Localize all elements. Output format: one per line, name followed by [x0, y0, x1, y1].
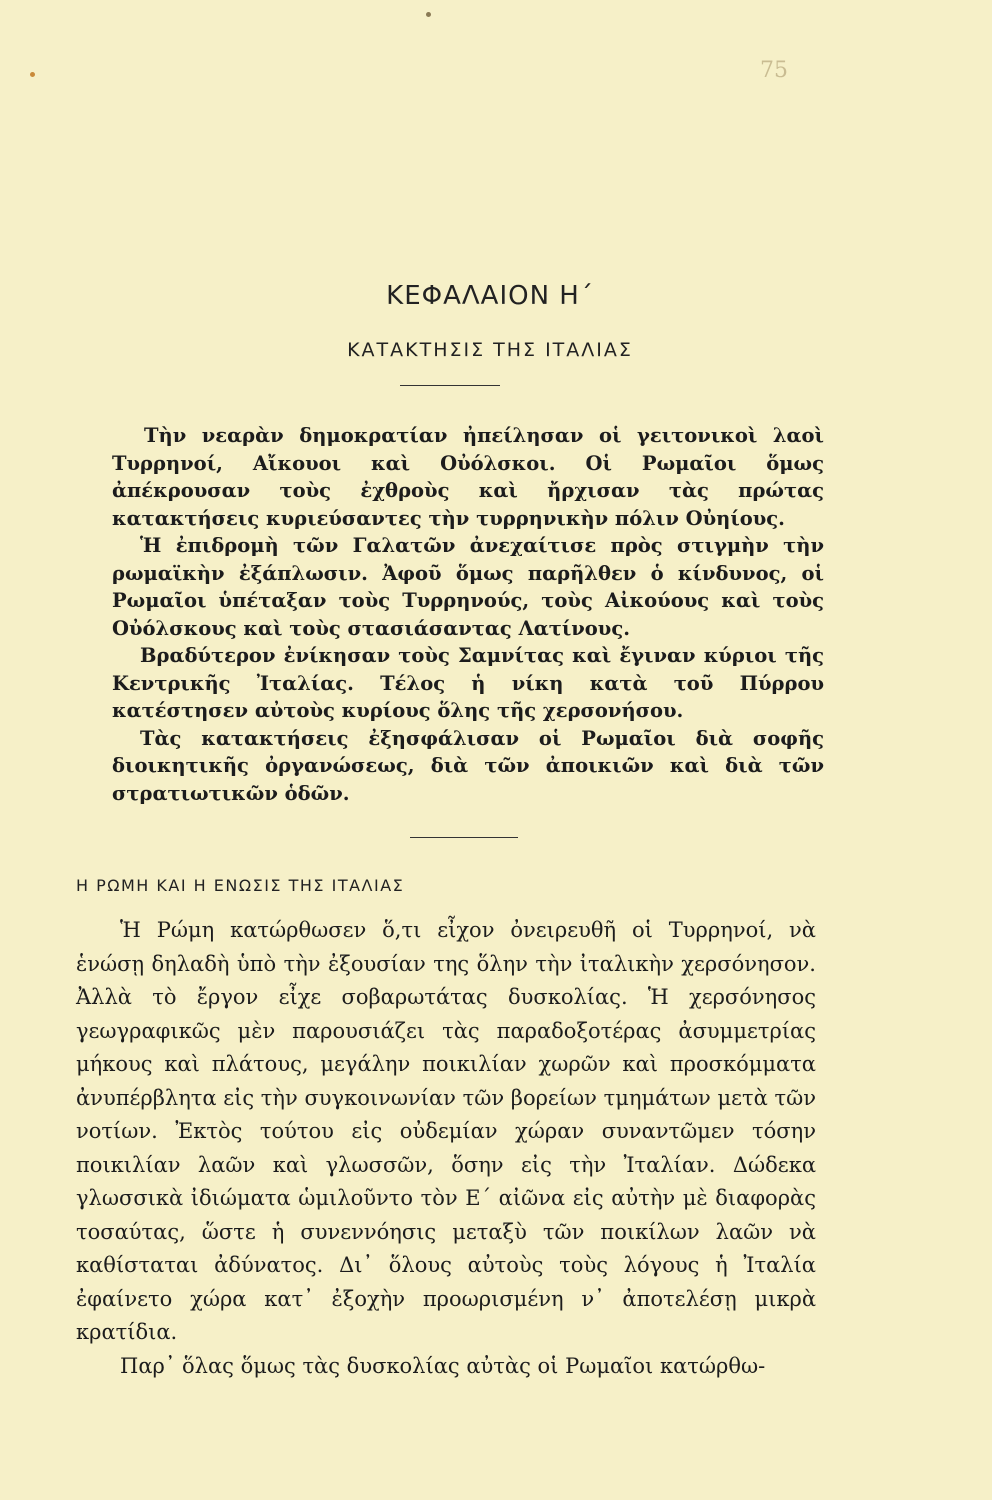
chapter-summary	[112, 422, 824, 807]
summary-paragraph: Βραδύτερον ἐνίκησαν τοὺς Σαμνίτας καὶ ἔγιναν κύριοι τῆς Κεντρικῆς Ἰταλίας. Τέλος ἡ νίκη κατὰ τοῦ Πύρρου κατέστησεν αὐτοὺς κυρίους ὅλης τῆς χερσονήσου.	[112, 644, 824, 722]
body-text	[76, 914, 816, 1383]
ink-speck	[426, 12, 431, 17]
chapter-subtitle: ΚΑΤΑΚΤΗΣΙΣ ΤΗΣ ΙΤΑΛΙΑΣ	[347, 339, 633, 361]
summary-paragraph: Ἡ ἐπιδρομὴ τῶν Γαλατῶν ἀνεχαίτισε πρὸς στιγμὴν τὴν ρωμαϊκὴν ἐξάπλωσιν. Ἀφοῦ ὅμως παρῆλθεν ὁ κίνδυνος, οἱ Ρωμαῖοι ὑπέταξαν τοὺς Τυρρηνούς, τοὺς Αἰκούους καὶ τοὺς Οὐόλσκους καὶ τοὺς στασιάσαντας Λατίνους.	[112, 534, 824, 640]
body-paragraph: Ἡ Ρώμη κατώρθωσεν ὅ,τι εἶχον ὀνειρευθῆ οἱ Τυρρηνοί, νὰ ἑνώσῃ δηλαδὴ ὑπὸ τὴν ἐξουσίαν της ὅλην τὴν ἰταλικὴν χερσόνησον. Ἀλλὰ τὸ ἔργον εἶχε σοβαρωτάτας δυσκολίας. Ἡ χερσόνησος γεωγραφικῶς μὲν παρουσιάζει τὰς παραδοξοτέρας ἀσυμμετρίας μήκους καὶ πλάτους, μεγάλην ποικιλίαν χωρῶν καὶ προσκόμματα ἀνυπέρβλητα εἰς τὴν συγκοινωνίαν τῶν βορείων τμημάτων μετὰ τῶν νοτίων. Ἐκτὸς τούτου εἰς οὐδεμίαν χώραν συναντῶμεν τόσην ποικιλίαν λαῶν καὶ γλωσσῶν, ὅσην εἰς τὴν Ἰταλίαν. Δώδεκα γλωσσικὰ ἰδιώματα ὡμιλοῦντο τὸν Ε΄ αἰῶνα εἰς αὐτὴν μὲ διαφορὰς τοσαύτας, ὥστε ἡ συνεννόησις μεταξὺ τῶν ποικίλων λαῶν νὰ καθίσταται ἀδύνατος. Δι᾽ ὅλους αὐτοὺς τοὺς λόγους ἡ Ἰταλία ἐφαίνετο χώρα κατ᾽ ἐξοχὴν προωρισμένη ν᾽ ἀποτελέσῃ μικρὰ κρατίδια.	[76, 918, 816, 1344]
summary-paragraph: Τὴν νεαρὰν δημοκρατίαν ἠπείλησαν οἱ γειτονικοὶ λαοὶ Τυρρηνοί, Αἴκουοι καὶ Οὐόλσκοι. Οἱ Ρωμαῖοι ὅμως ἀπέκρουσαν τοὺς ἐχθροὺς καὶ ἤρχισαν τὰς πρώτας κατακτήσεις κυριεύσαντες τὴν τυρρηνικὴν πόλιν Οὐηίους.	[112, 424, 824, 530]
summary-paragraph: Τὰς κατακτήσεις ἐξησφάλισαν οἱ Ρωμαῖοι διὰ σοφῆς διοικητικῆς ὀργανώσεως, διὰ τῶν ἀποικιῶν καὶ διὰ τῶν στρατιωτικῶν ὁδῶν.	[112, 726, 824, 805]
section-heading: Η ΡΩΜΗ ΚΑΙ Η ΕΝΩΣΙΣ ΤΗΣ ΙΤΑΛΙΑΣ	[76, 876, 405, 895]
body-paragraph: Παρ᾽ ὅλας ὅμως τὰς δυσκολίας αὐτὰς οἱ Ρωμαῖοι κατώρθω-	[120, 1353, 766, 1378]
chapter-title: ΚΕΦΑΛΑΙΟΝ Η΄	[386, 281, 594, 311]
ink-speck	[30, 72, 35, 77]
page-number: 75	[760, 58, 788, 83]
divider-rule	[400, 385, 500, 386]
divider-rule	[410, 837, 518, 838]
